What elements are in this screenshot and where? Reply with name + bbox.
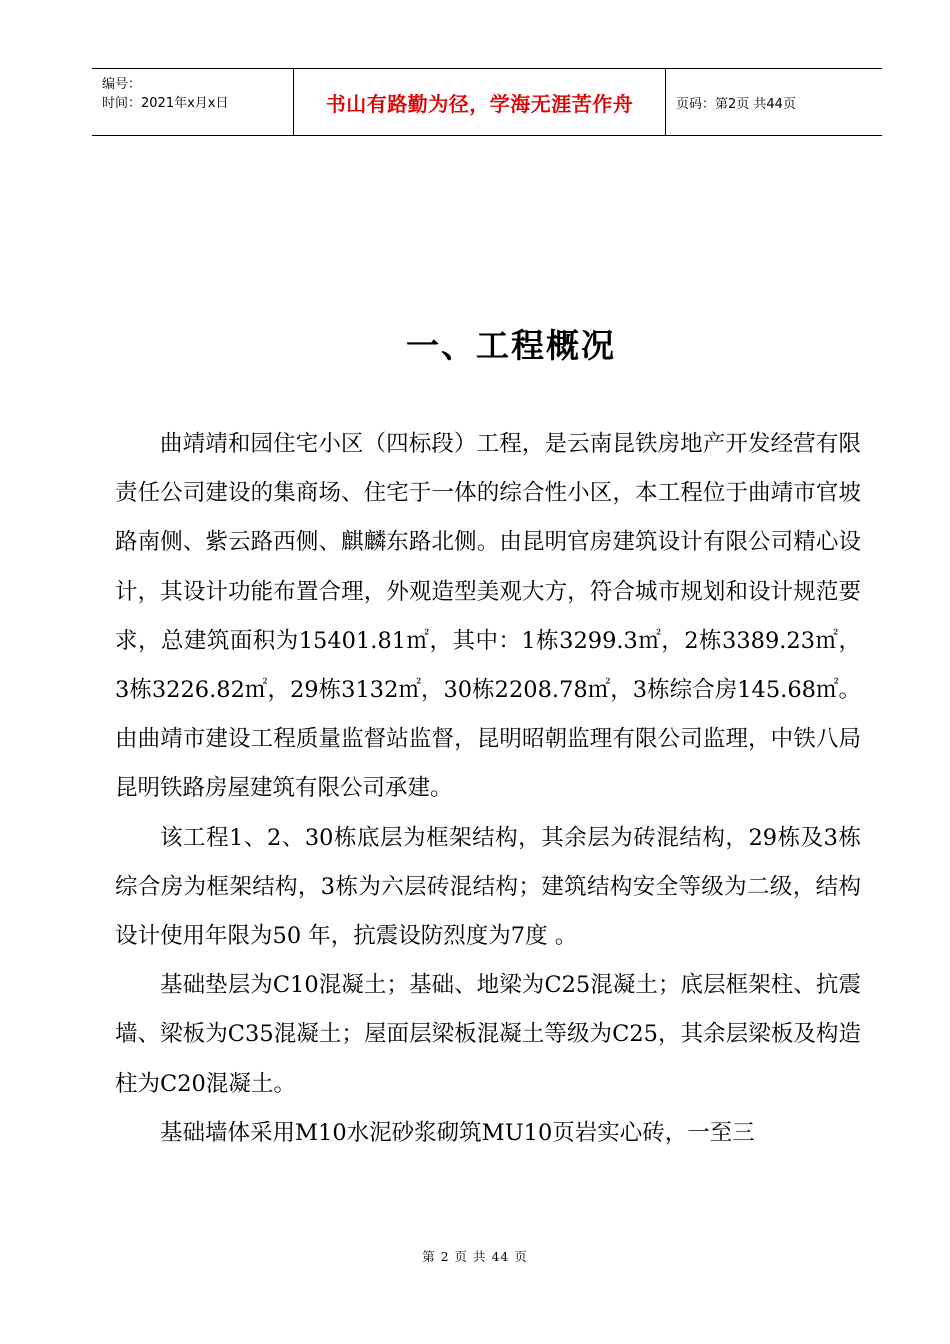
paragraph-structure: 该工程1、2、30栋底层为框架结构，其余层为砖混结构，29栋及3栋综合房为框架结构，3栋为六层砖混结构；建筑结构安全等级为二级，结构设计使用年限为50 年，抗震设防烈度为7度 。	[115, 824, 861, 950]
header-motto: 书山有路勤为径，学海无涯苦作舟	[294, 69, 666, 135]
paragraph-masonry: 基础墙体采用M10水泥砂浆砌筑MU10页岩实心砖，一至三	[160, 1119, 755, 1146]
page-header	[92, 68, 882, 136]
header-meta-cell	[92, 69, 294, 135]
time-label: 时间：2021年x月x日	[102, 96, 229, 111]
page-footer: 第 2 页 共 44 页	[422, 1249, 528, 1264]
paragraph-overview: 曲靖靖和园住宅小区（四标段）工程，是云南昆铁房地产开发经营有限责任公司建设的集商场、住宅于一体的综合性小区，本工程位于曲靖市官坡路南侧、紫云路西侧、麒麟东路北侧。由昆明官房建筑设计有限公司精心设计，其设计功能布置合理，外观造型美观大方，符合城市规划和设计规范要求，总建筑面积为15401.81㎡，其中：1栋3299.3㎡，2栋3389.23㎡，3栋3226.82㎡，29栋3132㎡，30栋2208.78㎡，3栋综合房145.68㎡。由曲靖市建设工程质量监督站监督，昆明昭朝监理有限公司监理，中铁八局昆明铁路房屋建筑有限公司承建。	[115, 431, 861, 802]
paragraph-concrete: 基础垫层为C10混凝土；基础、地梁为C25混凝土；底层框架柱、抗震墙、梁板为C35混凝土；屋面层梁板混凝土等级为C25，其余层梁板及构造柱为C20混凝土。	[115, 972, 861, 1097]
section-title: 一、工程概况	[406, 326, 616, 365]
header-page-number: 页码：第2页 共44页	[676, 96, 796, 112]
body-text	[115, 420, 861, 1158]
doc-number-label: 编号：	[102, 77, 142, 92]
